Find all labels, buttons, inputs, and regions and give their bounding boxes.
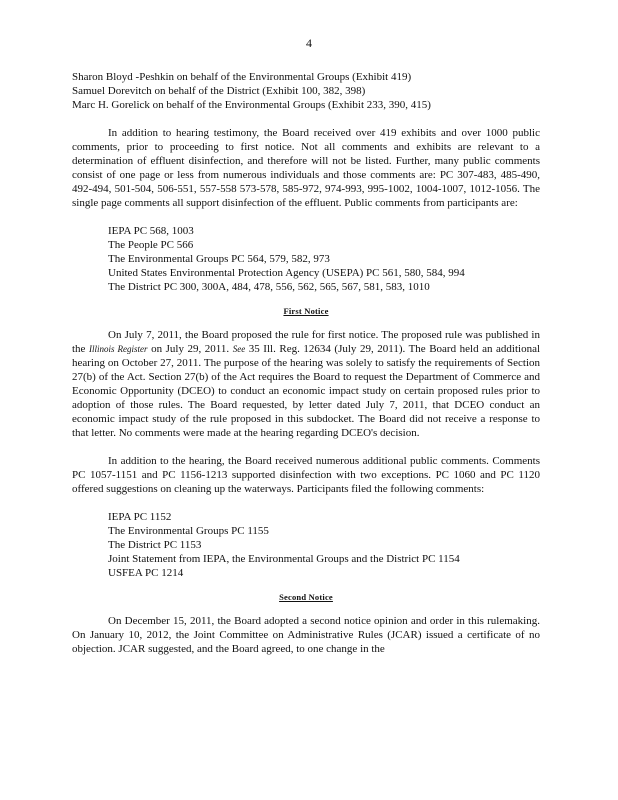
testimony-line: Marc H. Gorelick on behalf of the Environmental Groups (Exhibit 233, 390, 415) xyxy=(72,99,431,111)
list-item: The People PC 566 xyxy=(108,239,194,251)
list-item: IEPA PC 568, 1003 xyxy=(108,225,194,237)
paragraph-text: on July 29, 2011. xyxy=(151,343,230,355)
testimony-line: Sharon Bloyd -Peshkin on behalf of the Environmental Groups (Exhibit 419) xyxy=(72,71,412,83)
paragraph-text: 35 Ill. Reg. 12634 (July 29, 2011). The Board held an additional hearing on October 27, 2011. The purpose of the hearing was solely to satisfy the requirements of Section 27(b) of the Act. Section 27(b) of the Act requires the Board to request the Department of Commerce and Economic Opportunity (DCEO) to conduct an economic impact study on certain proposed rules prior to adoption of those rules. The Board requested, by letter dated July 7, 2011, that DCEO conduct an economic impact study of the rule proposed in this subdocket. The Board did not receive a response to that letter. No comments were made at the hearing regarding DCEO's decision. xyxy=(72,343,541,439)
list-item: The District PC 300, 300A, 484, 478, 556, 562, 565, 567, 581, 583, 1010 xyxy=(108,281,430,293)
paragraph-text: On July 7, 2011, the Board proposed the rule for first notice. The proposed rule was published in the xyxy=(72,329,540,355)
illinois-register-title: Illinois Register xyxy=(89,344,148,354)
list-item: United States Environmental Protection Agency (USEPA) PC 561, 580, 584, 994 xyxy=(108,267,465,279)
list-item: USFEA PC 1214 xyxy=(108,567,184,579)
additional-comments-paragraph: In addition to the hearing, the Board received numerous additional public comments. Comments PC 1057-1151 and PC 1156-1213 supported disinfection with two exceptions. PC 1060 and PC 1120 offered suggestions on cleaning up the waterways. Participants filed the following comments: xyxy=(72,455,540,495)
page-number: 4 xyxy=(306,36,312,50)
first-notice-paragraph xyxy=(72,328,540,440)
list-item: The District PC 1153 xyxy=(108,539,202,551)
document-body xyxy=(72,70,540,656)
second-notice-paragraph: On December 15, 2011, the Board adopted a second notice opinion and order in this rulemaking. On January 10, 2012, the Joint Committee on Administrative Rules (JCAR) issued a certificate of no objection. JCAR suggested, and the Board agreed, to one change in the xyxy=(72,615,540,655)
first-notice-heading: First Notice xyxy=(283,306,329,316)
list-item: The Environmental Groups PC 564, 579, 582, 973 xyxy=(108,253,330,265)
second-notice-heading: Second Notice xyxy=(279,592,333,602)
list-item: Joint Statement from IEPA, the Environmental Groups and the District PC 1154 xyxy=(108,553,460,565)
testimony-list xyxy=(72,70,540,112)
list-item: The Environmental Groups PC 1155 xyxy=(108,525,269,537)
testimony-line: Samuel Dorevitch on behalf of the District (Exhibit 100, 382, 398) xyxy=(72,85,366,97)
following-comments-list xyxy=(108,510,540,580)
see-signal: See xyxy=(232,344,246,354)
list-item: IEPA PC 1152 xyxy=(108,511,172,523)
participant-comments-list xyxy=(108,224,540,294)
exhibits-paragraph: In addition to hearing testimony, the Board received over 419 exhibits and over 1000 public comments, prior to proceeding to first notice. Not all comments and exhibits are relevant to a determination of effluent disinfection, and therefore will not be listed. Further, many public comments consist of one page or less from numerous individuals and those comments are: PC 307-483, 485-490, 492-494, 501-504, 506-551, 557-558 573-578, 585-972, 974-993, 995-1002, 1004-1007, 1012-1056. The single page comments all support disinfection of the effluent. Public comments from participants are: xyxy=(72,127,540,209)
